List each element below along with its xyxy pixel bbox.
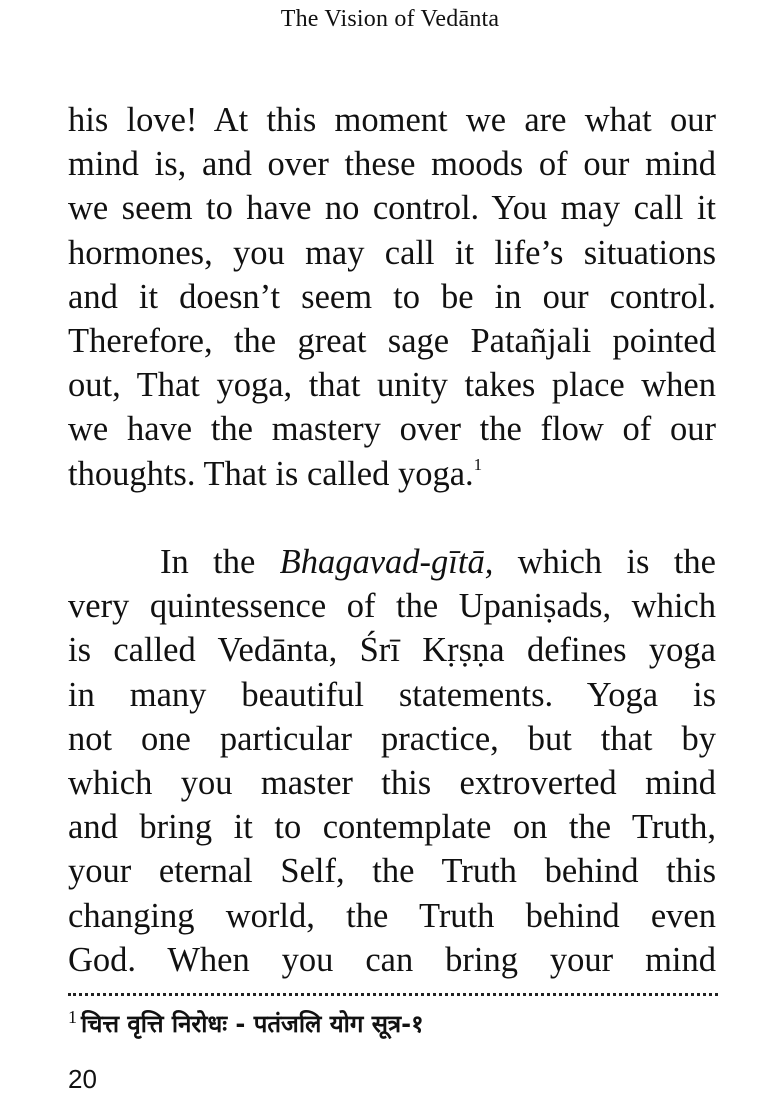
text-line xyxy=(68,540,716,584)
text-line: we seem to have no control. You may call it xyxy=(68,189,716,228)
paragraph-2 xyxy=(68,540,716,982)
text-line: mind is, and over these moods of our mind xyxy=(68,145,716,184)
text-line-content: thoughts. That is called yoga. xyxy=(68,454,474,493)
footnote-text: चित्त वृत्ति निरोधः - पतंजलि योग सूत्र-१ xyxy=(81,1010,424,1038)
text-line: we have the mastery over the flow of our xyxy=(68,410,716,449)
paragraph-1 xyxy=(68,98,716,496)
text-segment: In the xyxy=(160,543,280,581)
text-line: his love! At this moment we are what our xyxy=(68,101,716,139)
text-segment: which is the xyxy=(493,543,716,581)
book-title: Bhagavad-gītā, xyxy=(279,543,494,581)
footnote-number: 1 xyxy=(68,1007,77,1027)
page-number: 20 xyxy=(68,1064,97,1094)
text-line: very quintessence of the Upaniṣads, which xyxy=(68,587,716,626)
text-line: is called Vedānta, Śrī Kṛṣṇa defines yoga xyxy=(68,631,716,670)
footnote-reference: 1 xyxy=(473,454,483,474)
text-line: not one particular practice, but that by xyxy=(68,719,716,758)
text-line: out, That yoga, that unity takes place when xyxy=(68,366,716,405)
text-line: and bring it to contemplate on the Truth, xyxy=(68,808,716,847)
text-line: which you master this extroverted mind xyxy=(68,764,716,803)
text-line: God. When you can bring your mind xyxy=(68,940,716,979)
text-line: Therefore, the great sage Patañjali pointed xyxy=(68,322,716,361)
text-line: your eternal Self, the Truth behind this xyxy=(68,852,716,891)
text-line: changing world, the Truth behind even xyxy=(68,896,716,935)
text-line: hormones, you may call it life’s situations xyxy=(68,233,716,272)
text-line: and it doesn’t seem to be in our control. xyxy=(68,277,716,316)
footnote-divider xyxy=(68,993,718,996)
running-head: The Vision of Vedānta xyxy=(280,6,500,32)
text-line: in many beautiful statements. Yoga is xyxy=(68,675,716,714)
text-line xyxy=(68,452,716,496)
footnote xyxy=(68,1007,424,1040)
